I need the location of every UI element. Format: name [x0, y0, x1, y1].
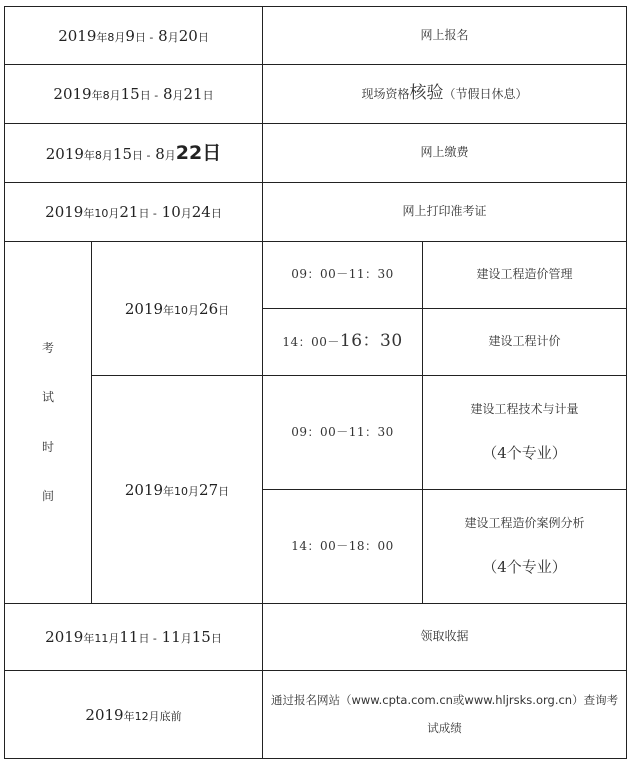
exam-slot-row: [5, 376, 627, 490]
exam-subject: 建设工程计价: [423, 309, 627, 376]
date-range: 2019年11月11日 - 11月15日: [5, 604, 263, 671]
date-range: 2019年8月15日 - 8月22日: [5, 124, 263, 183]
schedule-row-receipt: [5, 604, 627, 671]
activity-label: 现场资格核验（节假日休息）: [263, 65, 627, 124]
date-range: 2019年10月21日 - 10月24日: [5, 183, 263, 242]
exam-subject: 建设工程造价管理: [423, 242, 627, 309]
exam-schedule-table: [4, 6, 627, 759]
exam-time: 09：00－11：30: [263, 242, 423, 309]
date-range: 2019年8月15日 - 8月21日: [5, 65, 263, 124]
exam-time: 09：00－11：30: [263, 376, 423, 490]
exam-date: 2019年10月26日: [92, 242, 263, 376]
exam-time: 14：00－16：30: [263, 309, 423, 376]
activity-label: 通过报名网站（www.cpta.com.cn或www.hljrsks.org.cn）查询考试成绩: [263, 671, 627, 759]
activity-label: 网上报名: [263, 7, 627, 65]
date-range: 2019年8月9日 - 8月20日: [5, 7, 263, 65]
exam-subject: 建设工程造价案例分析 （4个专业）: [423, 490, 627, 604]
activity-label: 网上缴费: [263, 124, 627, 183]
exam-date: 2019年10月27日: [92, 376, 263, 604]
schedule-row-payment: [5, 124, 627, 183]
schedule-row-admission-ticket: [5, 183, 627, 242]
activity-label: 领取收据: [263, 604, 627, 671]
exam-time: 14：00－18：00: [263, 490, 423, 604]
date-range: 2019年12月底前: [5, 671, 263, 759]
exam-subject: 建设工程技术与计量 （4个专业）: [423, 376, 627, 490]
activity-label: 网上打印准考证: [263, 183, 627, 242]
exam-slot-row: [5, 242, 627, 309]
schedule-row-results: [5, 671, 627, 759]
schedule-row-registration: [5, 7, 627, 65]
schedule-row-verification: [5, 65, 627, 124]
exam-time-label: 考 试 时 间: [5, 242, 92, 604]
